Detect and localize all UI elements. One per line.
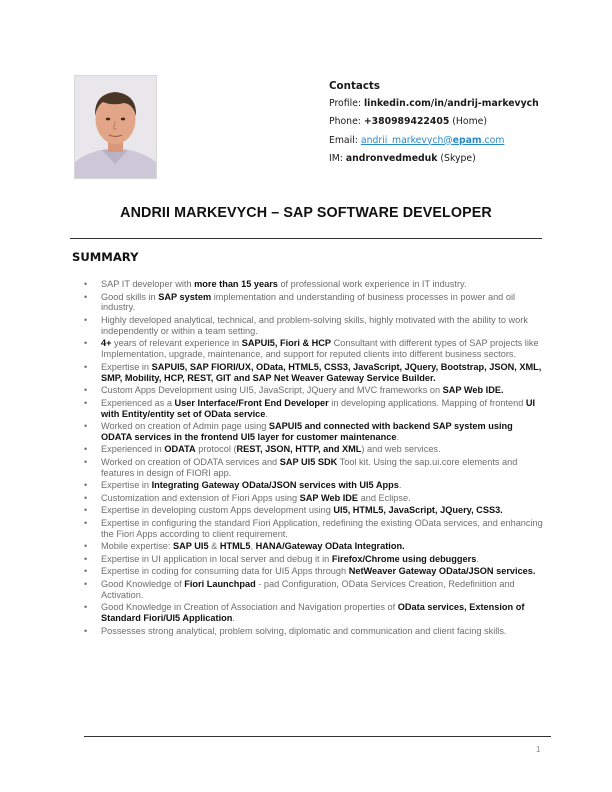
summary-item-text: Tool kit. Using the sap.ui.core elements and features in design of FIORI app. xyxy=(101,456,518,478)
summary-item-text: protocol ( xyxy=(195,444,237,455)
summary-item xyxy=(84,315,544,337)
summary-item xyxy=(84,421,544,443)
summary-item xyxy=(84,385,544,396)
summary-item-text: - pad Configuration, OData Services Creation, Redefinition and Activation. xyxy=(101,578,515,600)
summary-heading: SUMMARY xyxy=(72,250,139,264)
page-number: 1 xyxy=(536,745,541,754)
summary-item-bold-text: SAPUI5, SAP FIORI/UX, OData, HTML5, CSS3, JavaScript, JQuery, Bootstrap, JSON, XML, SMP, Mobility, HCP, REST, GIT and SAP Net Weaver Gateway Service Builder. xyxy=(101,361,542,383)
footer-divider xyxy=(84,736,551,737)
summary-item-text: . xyxy=(398,480,402,491)
summary-item-text: Mobile expertise: xyxy=(101,541,174,552)
summary-item xyxy=(84,493,544,504)
summary-item-bold-text: User Interface/Front End Developer xyxy=(174,397,329,408)
summary-item-text: Consultant with different types of SAP projects like Implementation, upgrade, maintenance, and support for reputed clients into different business sectors. xyxy=(101,338,539,360)
summary-item-text: Experienced in xyxy=(101,444,165,455)
contacts-heading: Contacts xyxy=(329,80,380,92)
summary-item-bold-text: more than 15 years xyxy=(194,279,278,289)
summary-item-bold-text: Integrating Gateway OData/JSON services with UI5 Apps xyxy=(151,480,399,491)
contact-profile xyxy=(329,95,539,113)
summary-item-text: Possesses strong analytical, problem solving, diplomatic and communication and client facing skills. xyxy=(101,625,507,636)
phone-note: (Home) xyxy=(449,116,487,128)
email-tld: .com xyxy=(481,134,505,146)
summary-item-bold-text: UI5, HTML5, JavaScript, JQuery, CSS3. xyxy=(333,505,503,516)
email-domain: epam xyxy=(452,134,482,146)
phone-value: +380989422405 xyxy=(363,116,450,128)
summary-item-text: ) and web services. xyxy=(361,444,441,455)
summary-item-text: and Eclipse. xyxy=(358,492,411,503)
summary-item xyxy=(84,338,544,360)
im-note: (Skype) xyxy=(437,152,476,164)
summary-item-text: Custom Apps Development using UI5, JavaScript, JQuery and MVC frameworks on xyxy=(101,385,443,396)
summary-item xyxy=(84,398,544,420)
summary-item-bold-text: SAP Web IDE. xyxy=(442,385,504,396)
summary-item-text: , xyxy=(250,541,256,552)
summary-item-text: Good Knowledge of xyxy=(101,578,185,589)
summary-item-text: in developing applications. Mapping of frontend xyxy=(328,397,526,408)
summary-item-bold-text: HTML5 xyxy=(219,541,251,552)
summary-item-bold-text: SAP UI5 SDK xyxy=(279,456,338,467)
summary-item xyxy=(84,362,544,384)
summary-item-text: Expertise in coding for consuming data for UI5 Apps through xyxy=(101,566,349,577)
summary-item-bold-text: REST, JSON, HTTP, and XML xyxy=(236,444,362,455)
summary-item-text: SAP IT developer with xyxy=(101,279,195,289)
summary-item xyxy=(84,541,544,552)
summary-item-bold-text: SAPUI5 and connected with backend SAP system using ODATA services in the frontend UI5 layer for customer maintenance xyxy=(101,421,513,442)
summary-item-bold-text: ODATA xyxy=(164,444,196,455)
profile-photo xyxy=(74,75,157,179)
summary-item-bold-text: NetWeaver Gateway OData/JSON services. xyxy=(348,566,536,577)
summary-item xyxy=(84,518,544,540)
summary-item-text: Worked on creation of Admin page using xyxy=(101,421,269,432)
summary-item-bold-text: Fiori Launchpad xyxy=(184,578,256,589)
contact-email xyxy=(329,132,539,150)
summary-item-text: Expertise in developing custom Apps development using xyxy=(101,505,334,516)
summary-item xyxy=(84,292,544,314)
summary-item xyxy=(84,579,544,601)
summary-item-bold-text: OData services, Extension of Standard Fiori/UI5 Application xyxy=(101,602,525,624)
summary-item-text: Expertise in UI application in local server and debug it in xyxy=(101,553,332,564)
summary-item-bold-text: SAP UI5 xyxy=(173,541,209,552)
summary-item-text: . xyxy=(232,613,235,624)
im-value: andronvedmeduk xyxy=(345,152,438,164)
summary-item-text: Customization and extension of Fiori Apps using xyxy=(101,492,300,503)
summary-item xyxy=(84,457,544,479)
summary-item-text: Good skills in xyxy=(101,291,159,302)
summary-item xyxy=(84,626,544,637)
summary-item xyxy=(84,444,544,455)
summary-item-text: Expertise in xyxy=(101,361,152,372)
summary-item-text: Expertise in xyxy=(101,480,152,491)
summary-item-text: Good Knowledge in Creation of Association and Navigation properties of xyxy=(101,602,398,613)
title-divider xyxy=(70,238,542,239)
summary-item xyxy=(84,279,544,290)
summary-item xyxy=(84,505,544,516)
summary-item-bold-text: SAPUI5, Fiori & HCP xyxy=(241,338,332,349)
summary-item-text: years of relevant experience in xyxy=(111,338,242,349)
summary-item-text: & xyxy=(208,541,220,552)
summary-item-text: Experienced as a xyxy=(101,397,175,408)
summary-item xyxy=(84,554,544,565)
summary-item-text: Expertise in configuring the standard Fiori Application, redefining the existing OData services, and enhancing the Fiori Apps according to client requirement. xyxy=(101,517,543,539)
email-link[interactable] xyxy=(361,135,505,146)
summary-item-text: . xyxy=(476,553,479,564)
contacts-block xyxy=(329,77,539,168)
im-label: IM: xyxy=(329,152,346,164)
contact-phone xyxy=(329,113,539,131)
summary-item-bold-text: HANA/Gateway OData Integration. xyxy=(255,541,405,552)
contact-im xyxy=(329,150,539,168)
summary-item-text: implementation and understanding of business processes in power and oil industry. xyxy=(101,291,516,313)
summary-list xyxy=(84,279,544,638)
profile-link[interactable]: linkedin.com/in/andrij-markevych xyxy=(364,98,539,110)
summary-item-text: of professional work experience in IT industry. xyxy=(277,279,467,289)
email-label: Email: xyxy=(329,134,361,146)
summary-item-bold-text: 4+ xyxy=(101,338,112,349)
summary-item-bold-text: SAP system xyxy=(158,291,212,302)
resume-title: ANDRII MARKEVYCH – SAP SOFTWARE DEVELOPER xyxy=(120,205,492,221)
summary-item-bold-text: SAP Web IDE xyxy=(299,492,359,503)
summary-item-text: Worked on creation of ODATA services and xyxy=(101,456,280,467)
profile-label: Profile: xyxy=(329,98,364,110)
phone-label: Phone: xyxy=(329,116,364,128)
email-user: andrii_markevych@ xyxy=(360,134,453,146)
summary-item-bold-text: UI with Entity/entity set of OData service xyxy=(101,397,536,419)
summary-item xyxy=(84,480,544,491)
summary-item xyxy=(84,566,544,577)
summary-item xyxy=(84,602,544,624)
summary-item-text: Highly developed analytical, technical, and problem-solving skills, highly motivated with the ability to work independently or within a team setting. xyxy=(101,314,528,336)
portrait-image xyxy=(75,76,156,178)
summary-item-text: . xyxy=(396,431,400,442)
summary-item-bold-text: Firefox/Chrome using debuggers xyxy=(331,553,477,564)
summary-item-text: . xyxy=(265,408,268,419)
